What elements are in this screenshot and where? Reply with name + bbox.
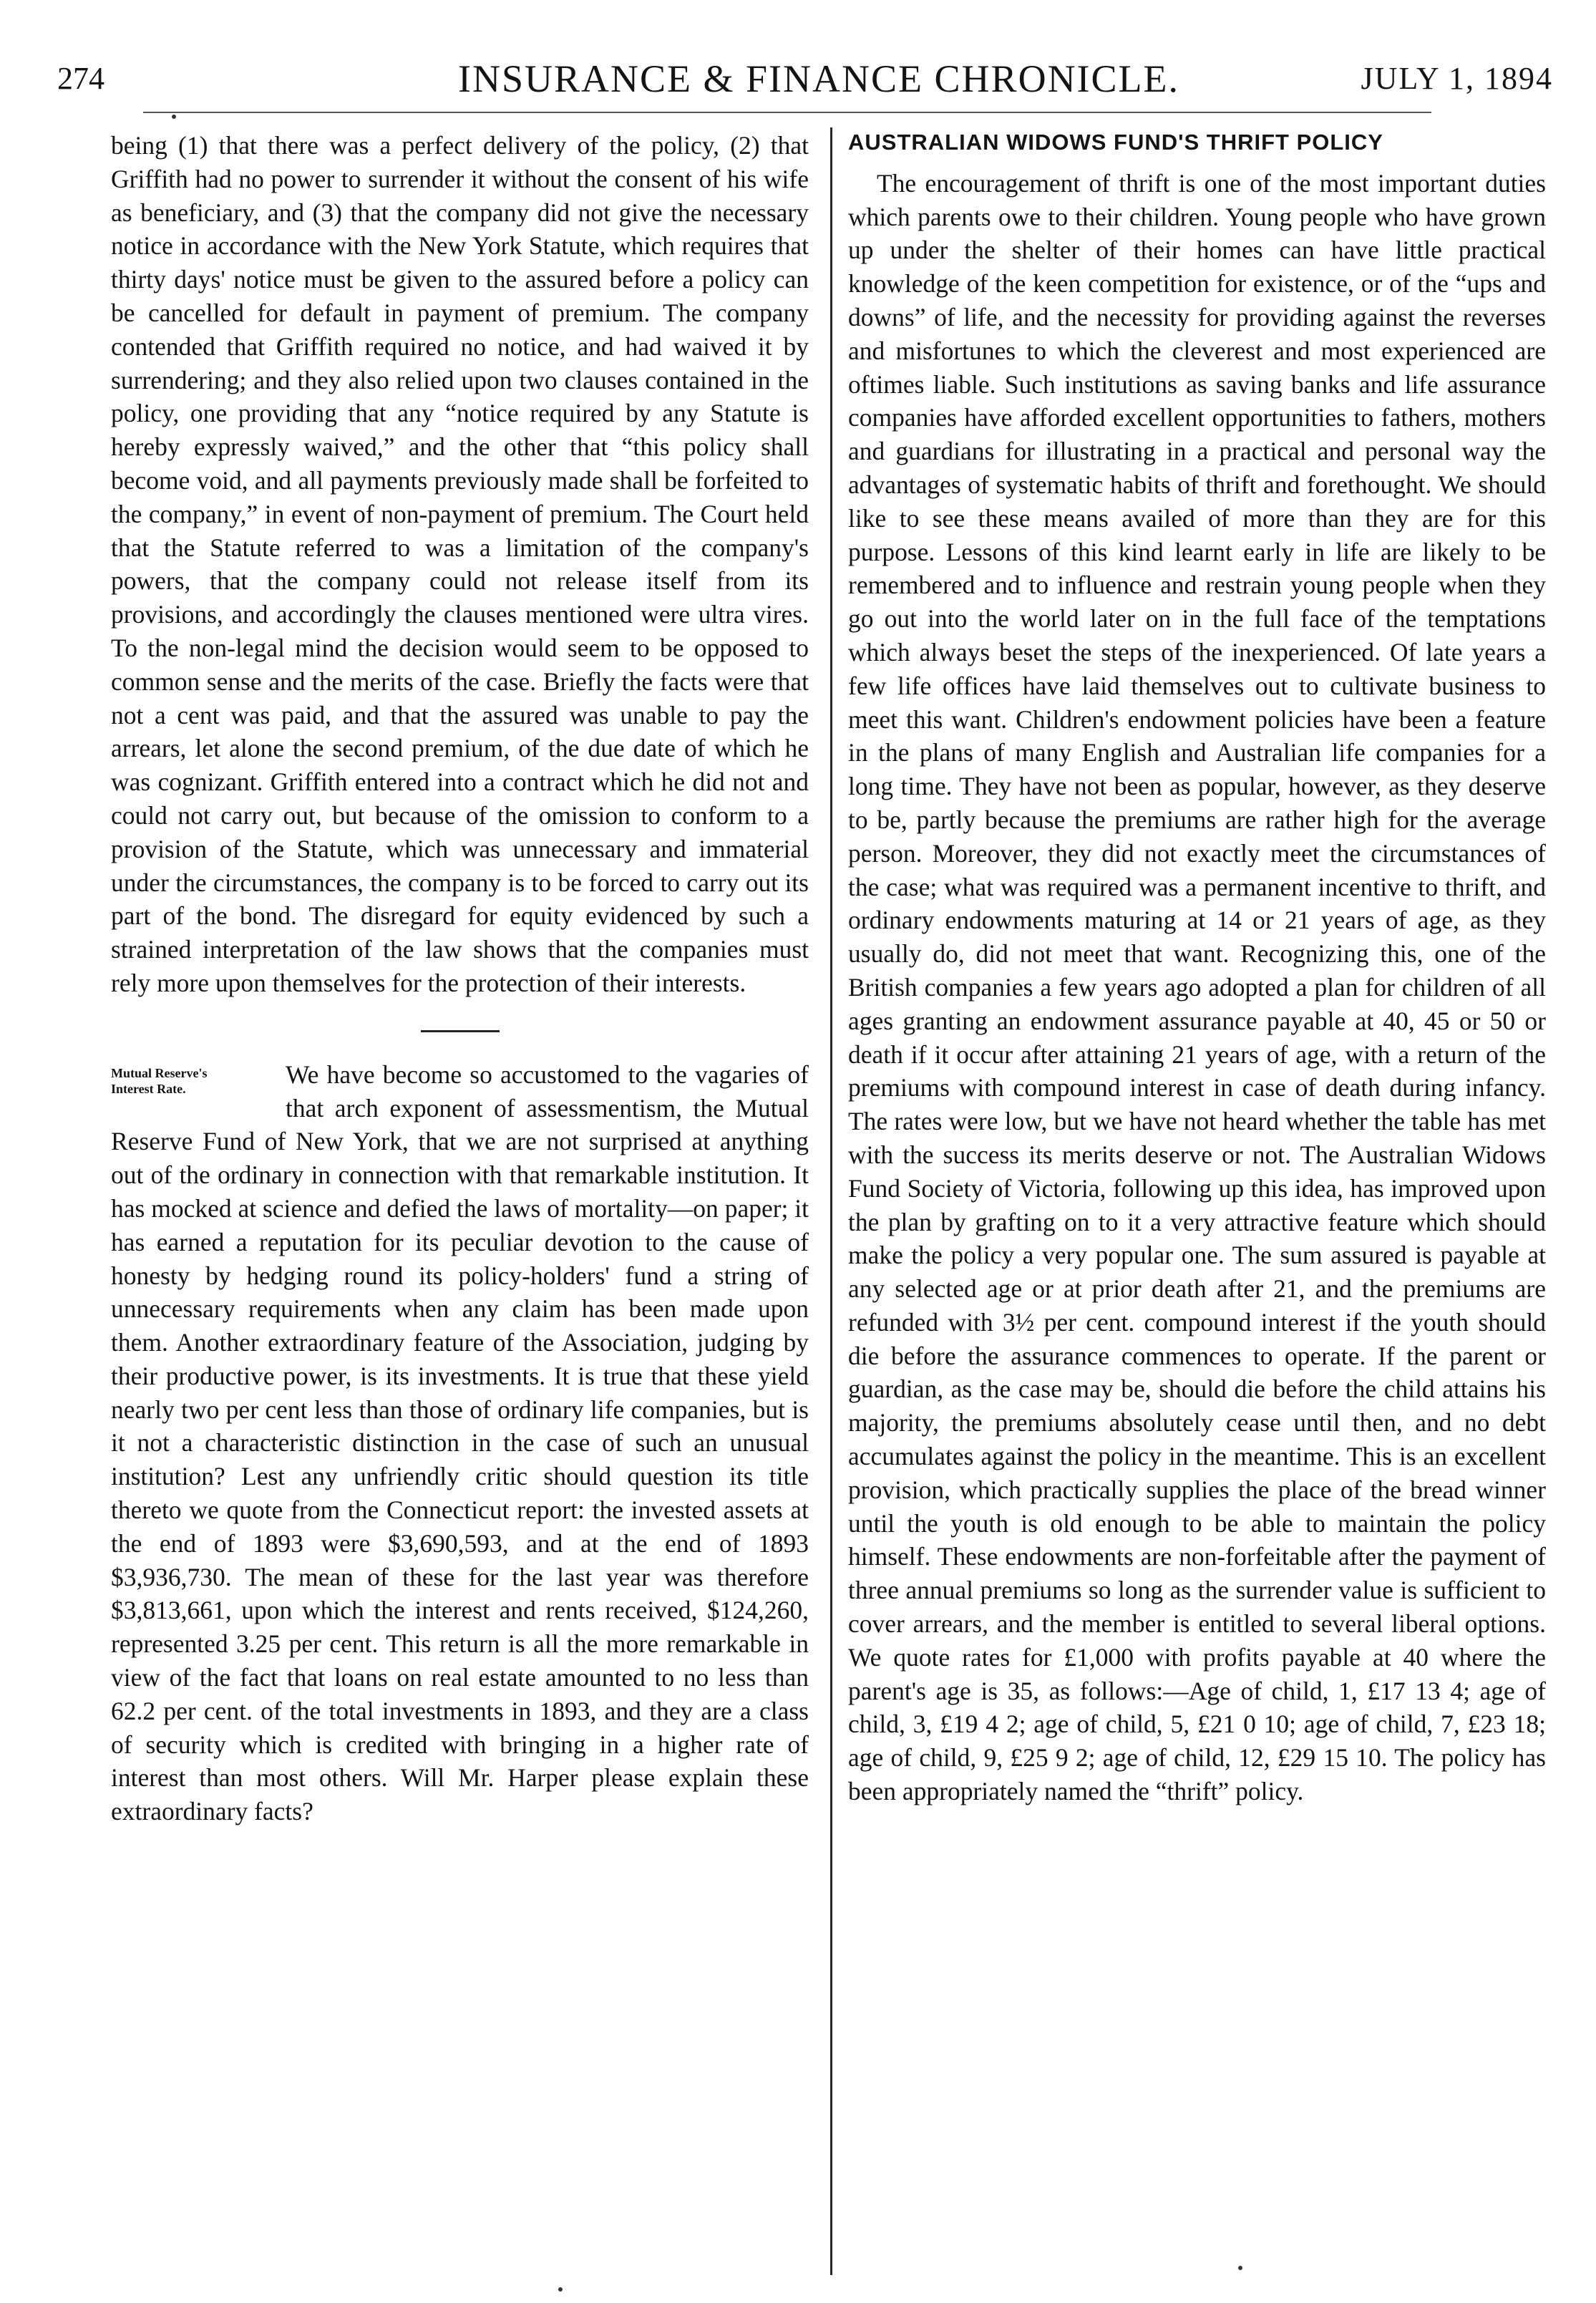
print-speck (172, 115, 176, 119)
print-speck (1238, 2266, 1242, 2270)
thrift-policy-paragraph: The encouragement of thrift is one of the most important duties which parents owe to their children. Young people who have grown up under the shelter of their homes can have little practical knowledge of the keen competition for existence, or of the “ups and downs” of life, and the necessity for providing against the reverses and misfortunes to which the cleverest and most experienced are oftimes liable. Such institutions as saving banks and life assurance companies have afforded excellent opportunities to fathers, mothers and guardians for illustrating in a practical and personal way the advantages of systematic habits of thrift and forethought. We should like to see these means availed of more than they are for this purpose. Lessons of this kind learnt early in life are likely to be remembered and to influence and restrain young people when they go out into the world later on in the full face of the temptations which always beset the steps of the inexperienced. Of late years a few life offices have laid themselves out to cultivate business to meet this want. Children's endowment policies have been a feature in the plans of many English and Australian life companies for a long time. They have not been as popular, however, as they deserve to be, partly because the premiums are rather high for the average person. Moreover, they did not exactly meet the circumstances of the case; what was required was a permanent incentive to thrift, and ordinary endowments maturing at 14 or 21 years of age, as they usually do, did not meet that want. Recognizing this, one of the British companies a few years ago adopted a plan for children of all ages granting an endowment assurance payable at 40, 45 or 50 or death if it occur after attaining 21 years of age, with a return of the premiums with compound interest in case of death during infancy. The rates were low, but we have not heard whether the table has met with the success its merits deserve or not. The Australian Widows Fund Society of Victoria, following up this idea, has improved upon the plan by grafting on to it a very attractive feature which should make the policy a very popular one. The sum assured is payable at any selected age or at prior death after 21, and the premiums are refunded with 3½ per cent. compound interest if the youth should die before the assurance commences to operate. If the parent or guardian, as the case may be, should die before the child attains his majority, the premiums absolutely cease until then, and no debt accumulates against the policy in the meantime. This is an excellent provision, which practically supplies the place of the bread winner until the youth is old enough to be able to maintain the policy himself. These endowments are non-forfeitable after the payment of three annual premiums so long as the surrender value is sufficient to cover arrears, and the member is entitled to several liberal options. We quote rates for £1,000 with profits payable at 40 where the parent's age is 35, as follows:—Age of child, 1, £17 13 4; age of child, 3, £19 4 2; age of child, 5, £21 0 10; age of child, 7, £23 18; age of child, 9, £25 9 2; age of child, 12, £29 15 10. The policy has been appropriately named the “thrift” policy. (848, 168, 1546, 1806)
column-divider (830, 127, 832, 2275)
page-number: 274 (57, 61, 104, 96)
mutual-reserve-paragraph: We have become so accustomed to the vagaries of that arch exponent of assessmentism, the Mutual Reserve Fund of New York, that we are not surprised at anything out of the ordinary in connection with that remarkable institution. It has mocked at science and defied the laws of mortality—on paper; it has earned a reputation for its peculiar devotion to the cause of honesty by hedging round its policy-holders' fund a string of unnecessary requirements when any claim has been made upon them. Another extraordinary feature of the Association, judging by their productive power, is its investments. It is true that these yield nearly two per cent less than those of ordinary life companies, but is it not a characteristic distinction in the case of such an unusual institution? Lest any unfriendly critic should question its title thereto we quote from the Connecticut report: the invested assets at the end of 1893 were $3,690,593, and at the end of 1893 $3,936,730. The mean of these for the last year was therefore $3,813,661, upon which the interest and rents received, $124,260, represented 3.25 per cent. This return is all the more remarkable in view of the fact that loans on real estate amounted to no less than 62.2 per cent. of the total investments in 1893, and they are a class of security which is credited with bringing in a higher rate of interest than most others. Will Mr. Harper please explain these extraordinary facts? (111, 1060, 809, 1826)
header-rule (143, 112, 1431, 113)
publication-title: INSURANCE & FINANCE CHRONICLE. (458, 57, 1180, 100)
left-column (111, 129, 809, 1828)
griffith-case-paragraph: being (1) that there was a perfect delivery of the policy, (2) that Griffith had no power to surrender it without the consent of his wife as beneficiary, and (3) that the company did not give the necessary notice in accordance with the New York Statute, which requires that thirty days' notice must be given to the assured before a policy can be cancelled for default in payment of premium. The company contended that Griffith required no notice, and had waived it by surrendering; and they also relied upon two clauses contained in the policy, one providing that any “notice required by any Statute is hereby expressly waived,” and the other that “this policy shall become void, and all payments previously made shall be forfeited to the company,” in event of non-payment of premium. The Court held that the Statute referred to was a limitation of the company's powers, that the company could not release itself from its provisions, and accordingly the clauses mentioned were ultra vires. To the non-legal mind the decision would seem to be opposed to common sense and the merits of the case. Briefly the facts were that not a cent was paid, and that the assured was unable to pay the arrears, let alone the second premium, of the due date of which he was cognizant. Griffith entered into a contract which he did not and could not carry out, but because of the omission to conform to a provision of the Statute, which was unnecessary and immaterial under the circumstances, the company is to be forced to carry out its part of the bond. The disregard for equity evidenced by such a strained interpretation of the law shows that the companies must rely more upon themselves for the protection of their interests. (111, 131, 809, 997)
issue-date: JULY 1, 1894 (1361, 61, 1553, 96)
right-column (848, 129, 1546, 1808)
print-speck (558, 2287, 563, 2292)
article-title: AUSTRALIAN WIDOWS FUND'S THRIFT POLICY (848, 130, 1383, 155)
sidenote-line-2: Interest Rate. (111, 1081, 186, 1096)
section-separator (421, 1030, 500, 1032)
sidenote-line-1: Mutual Reserve's (111, 1065, 208, 1080)
sidenote-heading (111, 1065, 276, 1097)
page-header (57, 50, 1553, 107)
